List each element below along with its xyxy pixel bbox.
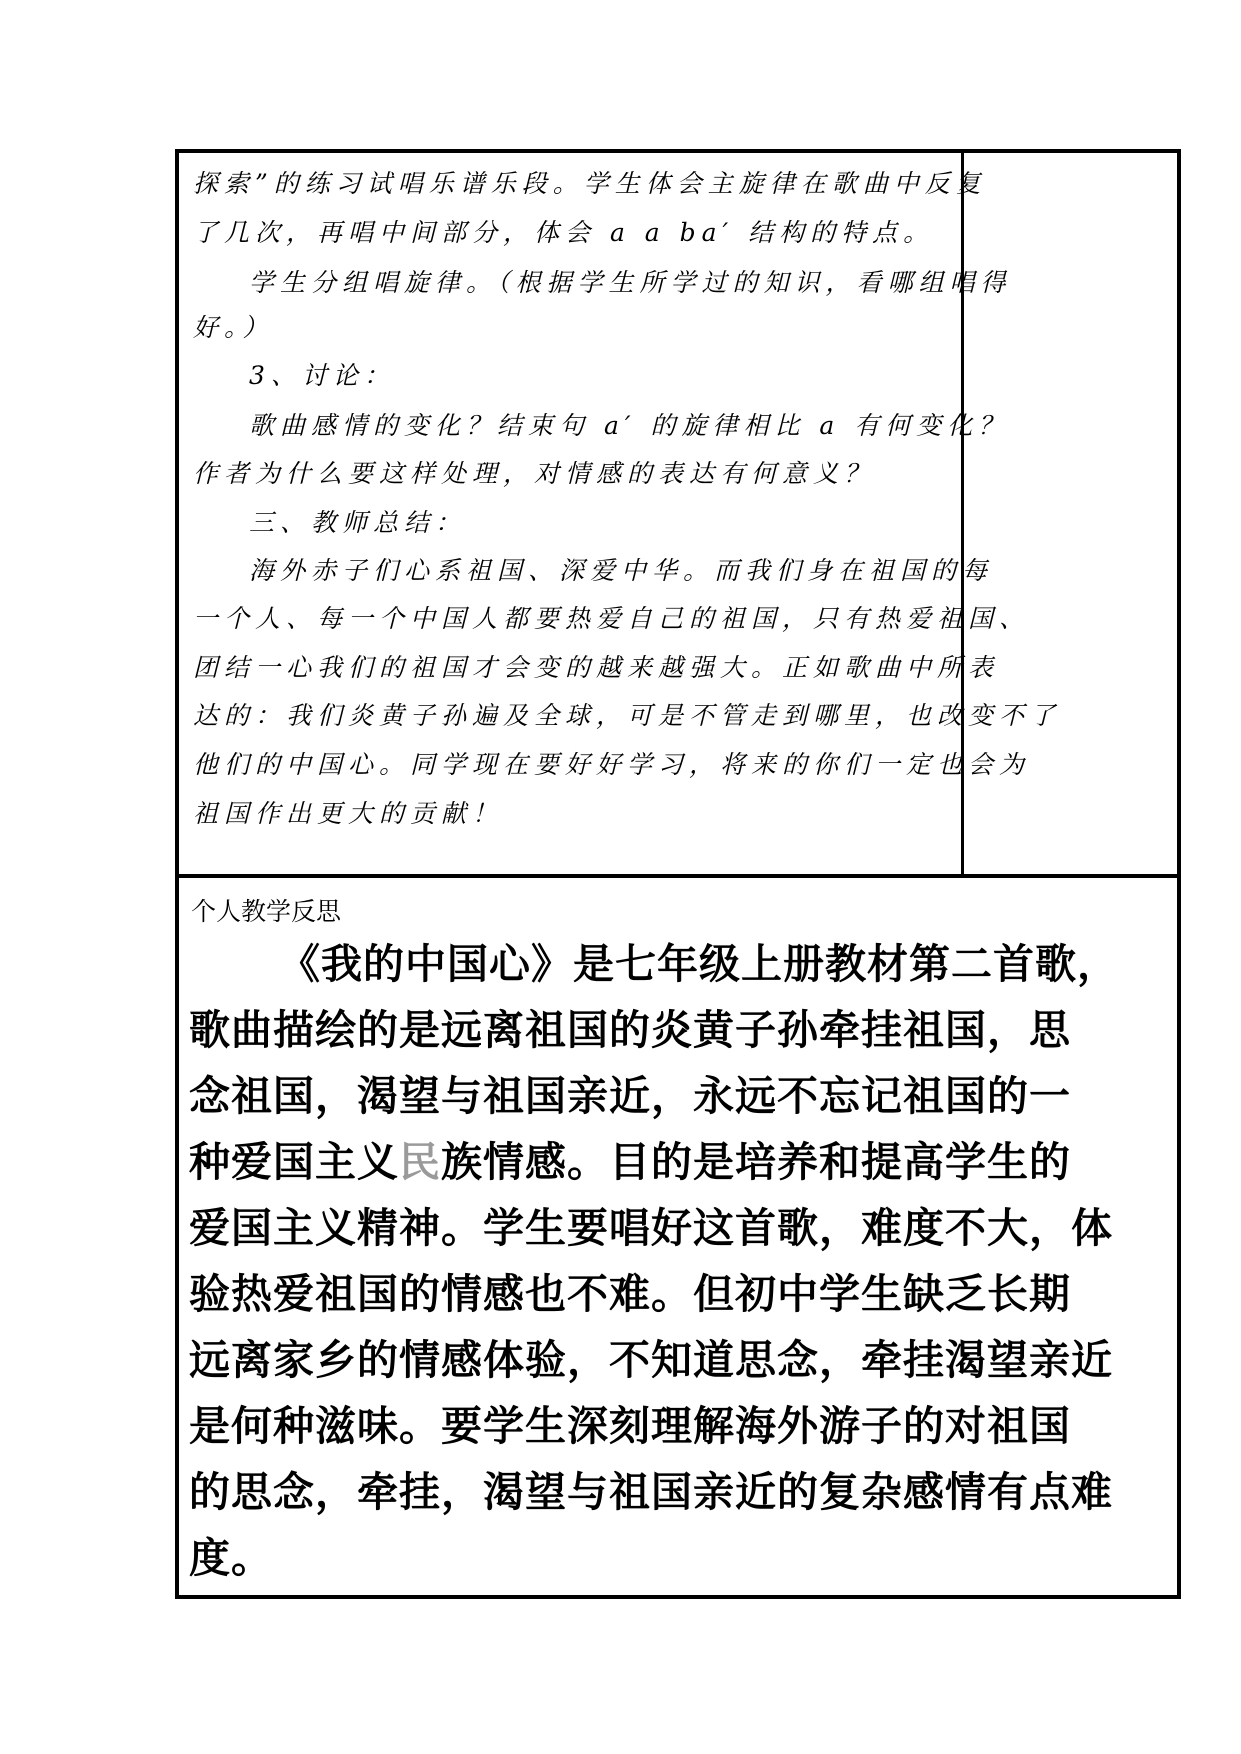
reflection-row [179,878,1177,1595]
process-line: 达的：我们炎黄子孙遍及全球，可是不管走到哪里，也改变不了 [193,701,1062,730]
lesson-process-cell [179,153,1062,874]
notes-cell [964,153,1177,874]
reflection-faded-char: 民 [399,1138,441,1186]
process-line: 海外赤子们心系祖国、深爱中华。而我们身在祖国的每 [249,556,994,585]
reflection-text: 种爱国主义 [189,1138,399,1186]
reflection-line: 的思念，牵挂，渴望与祖国亲近的复杂感情有点难 [189,1468,1113,1516]
process-line: 了几次，再唱中间部分，体会 a a ba′ 结构的特点。 [193,218,935,247]
process-line: 一个人、每一个中国人都要热爱自己的祖国，只有热爱祖国、 [193,604,1031,633]
process-line: 3、讨论： [249,361,395,390]
process-line: 祖国作出更大的贡献！ [193,799,504,828]
reflection-line: 歌曲描绘的是远离祖国的炎黄子孙牵挂祖国，思 [189,1006,1071,1054]
reflection-title: 个人教学反思 [191,897,342,926]
reflection-line: 念祖国，渴望与祖国亲近，永远不忘记祖国的一 [189,1072,1071,1120]
process-line: 好。） [193,313,274,342]
lesson-process-row [179,153,1177,878]
process-line: 学生分组唱旋律。（根据学生所学过的知识，看哪组唱得 [249,268,1012,297]
reflection-text: 族情感。目的是培养和提高学生的 [441,1138,1071,1186]
reflection-line: 爱国主义精神。学生要唱好这首歌，难度不大，体 [189,1204,1113,1252]
reflection-line: 《我的中国心》是七年级上册教材第二首歌， [279,940,1119,988]
reflection-line: 度。 [189,1534,273,1582]
reflection-line: 验热爱祖国的情感也不难。但初中学生缺乏长期 [189,1270,1071,1318]
process-line: 三、教师总结： [249,508,467,537]
process-line: 他们的中国心。同学现在要好好学习，将来的你们一定也会为 [193,750,1031,779]
process-line: 作者为什么要这样处理，对情感的表达有何意义？ [193,459,876,488]
reflection-line [189,1128,1071,1196]
process-line: 歌曲感情的变化？结束句 a′ 的旋律相比 a 有何变化？ [249,411,1010,440]
lesson-table [175,149,1181,1599]
process-line: 探索”的练习试唱乐谱乐段。学生体会主旋律在歌曲中反复 [193,169,987,198]
process-line: 团结一心我们的祖国才会变的越来越强大。正如歌曲中所表 [193,653,1000,682]
reflection-line: 远离家乡的情感体验，不知道思念，牵挂渴望亲近 [189,1336,1113,1384]
reflection-line: 是何种滋味。要学生深刻理解海外游子的对祖国 [189,1402,1071,1450]
